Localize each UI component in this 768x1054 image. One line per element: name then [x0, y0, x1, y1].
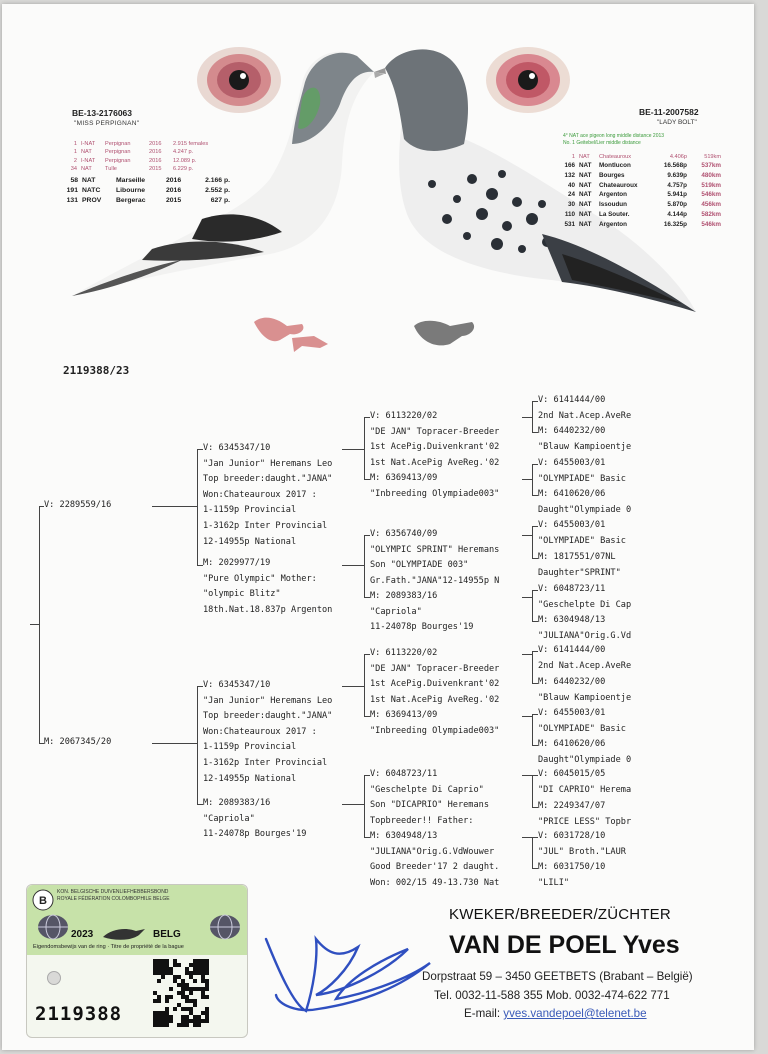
tree-connector	[532, 651, 538, 652]
right-note-line-1: 4° NAT ace pigeon long middle distance 2013	[563, 133, 665, 139]
pedigree-line: Top breeder:daught."JANA"	[203, 711, 333, 722]
result-cell: Perpignan	[105, 149, 131, 156]
result-cell: 4.406p	[669, 154, 687, 160]
result-cell: Chateauroux	[599, 154, 632, 160]
tree-connector	[522, 535, 532, 536]
ring-country: BELG	[153, 929, 181, 940]
pedigree-line: 18th.Nat.18.837p Argenton	[203, 604, 333, 615]
tree-connector	[532, 401, 533, 432]
pedigree-line: M: 2249347/07	[538, 801, 606, 811]
result-cell: 1	[571, 154, 575, 160]
right-ring-number: BE-11-2007582	[639, 107, 699, 117]
result-cell: NAT	[579, 191, 592, 199]
g4-entry	[538, 799, 631, 830]
g4-entry	[538, 613, 631, 644]
tree-connector	[532, 526, 533, 558]
pedigree-line: M: 6304948/13	[370, 831, 438, 841]
g3-entry	[370, 409, 499, 471]
result-cell: NAT	[81, 165, 92, 172]
result-cell: La Souter.	[599, 210, 630, 218]
tree-connector	[342, 804, 364, 805]
tree-connector	[532, 837, 533, 868]
pedigree-line: V: 6031728/10	[538, 831, 606, 841]
result-cell: NATC	[82, 187, 101, 195]
result-cell: NAT	[81, 149, 92, 156]
tree-connector	[364, 479, 370, 480]
result-cell: Marseille	[116, 177, 146, 184]
tree-connector	[532, 621, 538, 622]
g3-entry	[370, 646, 499, 708]
result-cell: 2016	[166, 187, 182, 195]
result-cell: Tulle	[105, 165, 117, 172]
g3-entry	[370, 829, 499, 891]
tree-connector	[532, 714, 533, 745]
tree-connector	[342, 565, 364, 566]
pedigree-line: "DE JAN" Topracer-Breeder	[370, 663, 500, 674]
pedigree-line: "JULIANA"Orig.G.VdWouwer	[370, 846, 495, 857]
pedigree-line: "DE JAN" Topracer-Breeder	[370, 426, 500, 437]
pedigree-line: 11-24078p Bourges'19	[370, 622, 474, 633]
tree-connector	[532, 495, 538, 496]
result-cell: NAT	[579, 220, 592, 228]
pedigree-line: "Jan Junior" Heremans Leo	[203, 458, 333, 469]
pedigree-line: 1-3162p Inter Provincial	[203, 520, 328, 531]
pedigree-sheet	[2, 4, 754, 1050]
result-cell: 1	[73, 141, 77, 147]
pedigree-line: M: 6440232/00	[538, 426, 606, 436]
g3-entry	[370, 589, 473, 636]
pedigree-line: "olympic Blitz"	[203, 589, 281, 600]
result-cell: 2.915 females	[173, 141, 209, 147]
result-cell: 58	[70, 177, 78, 184]
tree-connector	[197, 565, 203, 566]
tree-connector	[342, 449, 364, 450]
pedigree-line: V: 6113220/02	[370, 411, 438, 421]
pedigree-number: 2119388/23	[63, 364, 130, 377]
result-cell: Perpignan	[105, 141, 131, 147]
tree-connector	[532, 745, 538, 746]
pedigree-line: 2nd Nat.Acep.AveRe	[538, 660, 632, 671]
result-cell: 4.247 p.	[173, 149, 194, 156]
pedigree-line: "JUL" Broth."LAUR	[538, 846, 626, 857]
pedigree-line: "DI CAPRIO" Herema	[538, 784, 632, 795]
pedigree-line: 12-14955p National	[203, 773, 297, 784]
left-pigeon-name: "MISS PERPIGNAN"	[74, 120, 140, 127]
result-cell: Argenton	[599, 220, 627, 228]
pedigree-line: Won:Chateauroux 2017 :	[203, 489, 317, 500]
result-cell: 2015	[149, 165, 162, 172]
globe-icon-right	[207, 913, 243, 941]
breeder-phone: Tel. 0032-11-588 355 Mob. 0032-474-622 771	[434, 989, 670, 1002]
result-cell: 2	[73, 157, 77, 164]
result-cell: 24	[567, 191, 575, 199]
card-hole	[47, 971, 61, 985]
result-cell: 2016	[149, 141, 162, 147]
pedigree-line: 1-1159p Provincial	[203, 505, 297, 516]
right-pigeon-name: "LADY BOLT"	[657, 119, 697, 126]
tree-connector	[39, 743, 44, 744]
g4-entry	[538, 860, 605, 891]
pedigree-line: V: 6048723/11	[538, 584, 606, 594]
left-ring-number: BE-13-2176063	[72, 108, 133, 118]
result-cell: 4.757p	[667, 181, 687, 189]
pedigree-line: M: 6410620/06	[538, 489, 606, 499]
result-cell: 546km	[701, 220, 721, 228]
result-cell: 2015	[166, 197, 182, 205]
pedigree-line: M: 2089383/16	[370, 591, 438, 601]
result-cell: Bergerac	[116, 197, 146, 205]
ring-ownership-card	[26, 884, 248, 1038]
result-cell: NAT	[579, 162, 592, 169]
result-cell: I-NAT	[81, 141, 96, 147]
result-cell: 5.870p	[667, 201, 687, 209]
tree-connector	[364, 775, 365, 837]
pedigree-line: 1st Nat.AcePig AveReg.'02	[370, 694, 500, 705]
tree-connector	[364, 654, 370, 655]
pedigree-line: "Geschelpte Di Cap	[538, 599, 632, 610]
pedigree-line: V: 6455003/01	[538, 520, 606, 530]
tree-connector	[364, 535, 370, 536]
g4-entry	[538, 550, 621, 581]
g2-entry	[203, 556, 332, 618]
result-cell: 9.639p	[667, 171, 687, 179]
pedigree-line: "Capriola"	[370, 606, 422, 617]
result-cell: 30	[567, 201, 575, 209]
tree-connector	[39, 506, 44, 507]
email-link[interactable]: yves.vandepoel@telenet.be	[503, 1007, 647, 1020]
pedigree-line: 12-14955p National	[203, 536, 297, 547]
result-cell: 2.552 p.	[205, 187, 230, 195]
pedigree-line: "PRICE LESS" Topbr	[538, 816, 632, 827]
tree-connector	[532, 590, 533, 621]
pedigree-line: M: 6369413/09	[370, 473, 438, 483]
result-cell: 627 p.	[210, 197, 230, 205]
pedigree-line: Daught"Olympiade 0	[538, 504, 632, 515]
pedigree-line: "Pure Olympic" Mother:	[203, 573, 317, 584]
result-cell: 6.229 p.	[173, 165, 194, 172]
ring-number: 2119388	[35, 1003, 123, 1025]
result-cell: PROV	[82, 197, 102, 205]
tree-connector	[532, 651, 533, 683]
pedigree-line: "Blauw Kampioentje	[538, 441, 632, 452]
tree-connector	[532, 464, 538, 465]
pedigree-line: "OLYMPIC SPRINT" Heremans	[370, 544, 500, 555]
result-cell: Issoudun	[599, 201, 627, 209]
tree-connector	[364, 716, 370, 717]
tree-connector	[522, 417, 532, 418]
tree-connector	[364, 775, 370, 776]
result-cell: 5.941p	[667, 191, 687, 199]
tree-connector	[342, 686, 364, 687]
g4-entry	[538, 643, 631, 674]
result-cell: 4.144p	[667, 210, 687, 218]
result-cell: 2.166 p.	[205, 177, 230, 184]
pedigree-line: V: 6113220/02	[370, 648, 438, 658]
pedigree-line: "Geschelpte Di Caprio"	[370, 784, 484, 795]
result-cell: Montlucon	[599, 162, 631, 169]
tree-connector	[364, 417, 370, 418]
pedigree-line: 1st AcePig.Duivenkrant'02	[370, 442, 500, 453]
result-cell: 34	[70, 165, 77, 172]
tree-connector	[30, 624, 39, 625]
tree-connector	[532, 464, 533, 495]
pedigree-line: "Inbreeding Olympiade003"	[370, 725, 500, 736]
pedigree-line: 1-3162p Inter Provincial	[203, 757, 328, 768]
pedigree-line: M: 2067345/20	[44, 737, 112, 747]
pedigree-line: "Blauw Kampioentje	[538, 692, 632, 703]
g2-entry	[203, 678, 332, 787]
right-note-line-2: No. 1 Geitebel/Lier middle distance	[563, 140, 641, 146]
result-cell: 12.089 p.	[173, 157, 197, 164]
pedigree-line: V: 6455003/01	[538, 708, 606, 718]
tree-connector	[152, 506, 197, 507]
tree-connector	[532, 837, 538, 838]
result-cell: 480km	[701, 171, 721, 179]
g4-entry	[538, 829, 626, 860]
result-cell: Chateauroux	[599, 181, 638, 189]
g2-entry	[203, 441, 332, 550]
result-cell: 166	[564, 162, 575, 169]
tree-connector	[532, 683, 538, 684]
pedigree-line: M: 2029977/19	[203, 558, 271, 568]
tree-connector	[522, 775, 532, 776]
result-cell: 531	[564, 220, 575, 228]
result-cell: Argenton	[599, 191, 627, 199]
g4-entry	[538, 424, 631, 455]
g4-entry	[538, 737, 631, 768]
g3-entry	[370, 471, 499, 502]
pedigree-line: "Capriola"	[203, 813, 255, 824]
pedigree-line: M: 6031750/10	[538, 862, 606, 872]
result-cell: 191	[66, 187, 78, 195]
tree-connector	[532, 526, 538, 527]
tree-connector	[522, 837, 532, 838]
pedigree-line: M: 2089383/16	[203, 798, 271, 808]
tree-connector	[532, 714, 538, 715]
pedigree-line: 2nd Nat.Acep.AveRe	[538, 410, 632, 421]
result-cell: 519km	[701, 181, 721, 189]
tree-connector	[364, 417, 365, 479]
result-cell: 40	[567, 181, 575, 189]
tree-connector	[197, 449, 203, 450]
pedigree-line: V: 6141444/00	[538, 645, 606, 655]
org-name-nl: KON. BELGISCHE DUIVENLIEFHEBBERSBOND	[57, 889, 169, 895]
federation-logo-icon	[32, 889, 54, 911]
g2-entry	[203, 796, 306, 843]
pedigree-line: "LILI"	[538, 877, 570, 888]
tree-connector	[532, 807, 538, 808]
tree-connector	[522, 479, 532, 480]
pedigree-line: "OLYMPIADE" Basic	[538, 473, 626, 484]
pedigree-line: Good Breeder'17 2 daught.	[370, 862, 500, 873]
pedigree-line: Daughter"SPRINT"	[538, 567, 621, 578]
pedigree-line: V: 6048723/11	[370, 769, 438, 779]
tree-connector	[532, 558, 538, 559]
tree-connector	[532, 775, 533, 807]
breeder-name: VAN DE POEL Yves	[449, 931, 680, 959]
g4-entry	[538, 675, 631, 706]
pedigree-line: "JULIANA"Orig.G.Vd	[538, 630, 632, 641]
result-cell: NAT	[579, 201, 592, 209]
g3-entry	[370, 767, 489, 829]
tree-connector	[522, 654, 532, 655]
g4-entry	[538, 706, 626, 737]
result-cell: Perpignan	[105, 157, 131, 164]
pedigree-line: Top breeder:daught."JANA"	[203, 474, 333, 485]
breeder-email-line	[464, 1007, 647, 1020]
tree-connector	[364, 654, 365, 716]
result-cell: 2016	[149, 149, 162, 156]
tree-connector	[364, 535, 365, 597]
pedigree-line: V: 6141444/00	[538, 395, 606, 405]
pedigree-line: M: 6369413/09	[370, 710, 438, 720]
pedigree-line: Gr.Fath."JANA"12-14955p N	[370, 575, 500, 586]
result-cell: Libourne	[116, 187, 146, 195]
pigeon-silhouette-icon	[101, 925, 147, 943]
result-cell: 16.325p	[663, 220, 687, 228]
result-cell: NAT	[579, 171, 592, 179]
pedigree-line: V: 6356740/09	[370, 529, 438, 539]
breeder-address: Dorpstraat 59 – 3450 GEETBETS (Brabant – België)	[422, 970, 693, 983]
tree-connector	[522, 597, 532, 598]
pedigree-line: V: 6455003/01	[538, 458, 606, 468]
pedigree-line: Son "DICAPRIO" Heremans	[370, 800, 489, 811]
result-cell: 2016	[149, 157, 162, 164]
result-cell: NAT	[579, 210, 592, 218]
pedigree-line: "OLYMPIADE" Basic	[538, 535, 626, 546]
pedigree-line: Son "OLYMPIADE 003"	[370, 560, 469, 571]
result-cell: 456km	[701, 201, 721, 209]
tree-connector	[197, 804, 203, 805]
breeder-title: KWEKER/BREEDER/ZÜCHTER	[449, 906, 671, 923]
g3-entry	[370, 527, 499, 589]
result-cell: 2016	[166, 177, 182, 184]
tree-connector	[364, 597, 370, 598]
tree-connector	[532, 401, 538, 402]
pedigree-line: Won: 002/15 49-13.730 Nat	[370, 877, 500, 888]
tree-connector	[364, 837, 370, 838]
tree-connector	[197, 686, 198, 804]
pedigree-line: V: 6345347/10	[203, 443, 271, 453]
svg-text:B: B	[39, 895, 47, 907]
dam-entry	[44, 735, 111, 751]
pedigree-line: M: 6304948/13	[538, 615, 606, 625]
pedigree-line: 1st Nat.AcePig AveReg.'02	[370, 457, 500, 468]
result-cell: NAT	[82, 177, 96, 184]
pedigree-line: Daught"Olympiade 0	[538, 754, 632, 765]
pedigree-line: 1st AcePig.Duivenkrant'02	[370, 679, 500, 690]
tree-connector	[197, 686, 203, 687]
org-name-fr: ROYALE FÉDÉRATION COLOMBOPHILE BELGE	[57, 896, 170, 902]
g4-entry	[538, 582, 631, 613]
g4-entry	[538, 487, 631, 518]
result-cell: 1	[73, 149, 77, 156]
result-cell: 546km	[701, 191, 721, 199]
tree-connector	[532, 590, 538, 591]
pedigree-line: M: 1817551/07NL	[538, 552, 616, 562]
pedigree-line: V: 6345347/10	[203, 680, 271, 690]
pedigree-tree	[2, 4, 754, 904]
tree-connector	[197, 449, 198, 565]
g4-entry	[538, 767, 631, 798]
pedigree-line: Won:Chateauroux 2017 :	[203, 726, 317, 737]
tree-connector	[532, 868, 538, 869]
signature-icon	[258, 899, 438, 1029]
result-cell: 110	[564, 210, 575, 218]
tree-connector	[532, 432, 538, 433]
result-cell: 131	[66, 197, 78, 205]
pedigree-line: M: 6440232/00	[538, 677, 606, 687]
ring-year: 2023	[71, 929, 94, 940]
tree-connector	[532, 775, 538, 776]
email-label: E-mail:	[464, 1007, 504, 1020]
ownership-caption: Eigendomsbewijs van de ring · Titre de propriété de la bague	[33, 944, 184, 950]
result-cell: NAT	[579, 154, 590, 160]
globe-icon	[35, 913, 71, 941]
qr-code-icon	[153, 959, 209, 1027]
pedigree-line: M: 6410620/06	[538, 739, 606, 749]
tree-connector	[522, 716, 532, 717]
result-cell: I-NAT	[81, 157, 96, 164]
result-cell: 582km	[701, 210, 721, 218]
result-cell: 16.568p	[663, 162, 687, 169]
g3-entry	[370, 708, 499, 739]
sire-entry	[44, 498, 111, 514]
result-cell: 132	[564, 171, 575, 179]
pedigree-line: V: 6045015/05	[538, 769, 606, 779]
pedigree-line: "Jan Junior" Heremans Leo	[203, 695, 333, 706]
g4-entry	[538, 518, 626, 549]
result-cell: NAT	[579, 181, 592, 189]
pedigree-line: 11-24078p Bourges'19	[203, 829, 307, 840]
pedigree-line: "OLYMPIADE" Basic	[538, 723, 626, 734]
pedigree-line: Topbreeder!! Father:	[370, 815, 474, 826]
result-cell: 537km	[701, 162, 721, 169]
tree-connector	[39, 506, 40, 744]
pedigree-line: 1-1159p Provincial	[203, 742, 297, 753]
g4-entry	[538, 456, 626, 487]
pedigree-line: V: 2289559/16	[44, 500, 112, 510]
pedigree-line: "Inbreeding Olympiade003"	[370, 488, 500, 499]
g4-entry	[538, 393, 631, 424]
result-cell: 519km	[704, 154, 721, 160]
result-cell: Bourges	[599, 171, 625, 179]
tree-connector	[152, 743, 197, 744]
